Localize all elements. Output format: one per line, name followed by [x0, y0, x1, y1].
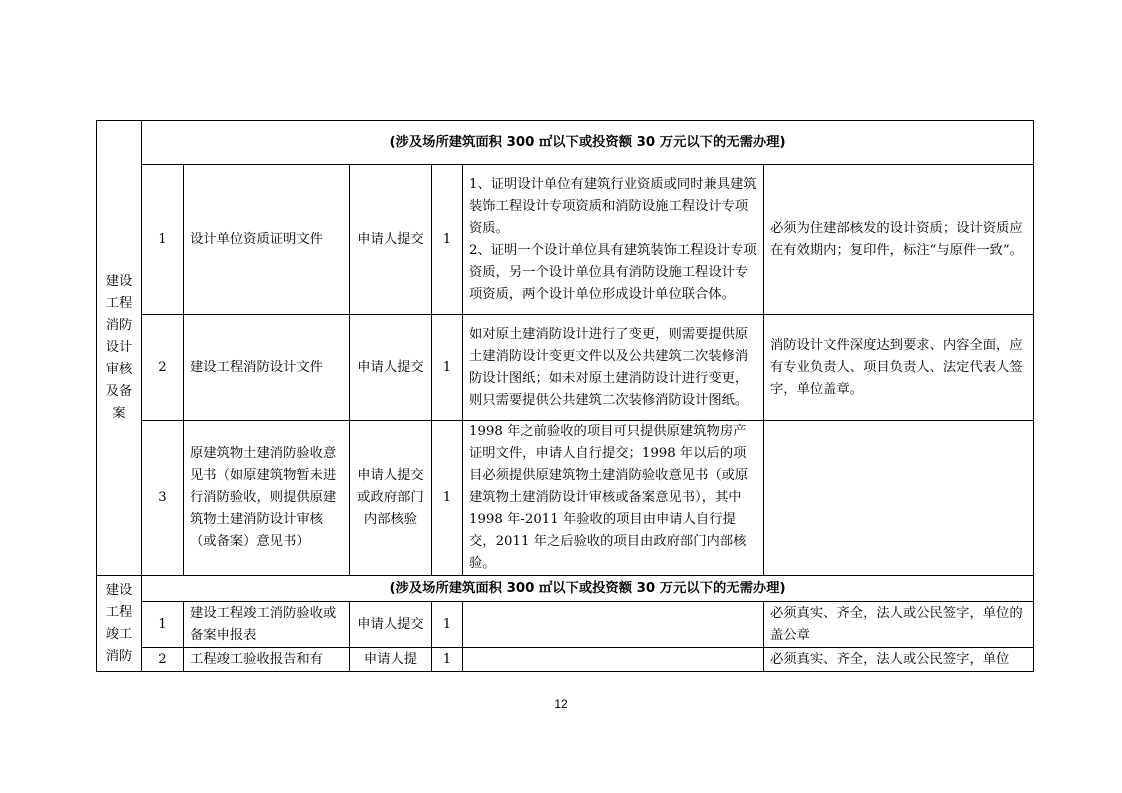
- category-label: 建设工程竣工消防: [105, 582, 133, 664]
- table-row: [97, 648, 1034, 672]
- material-source: 申请人提交: [350, 602, 432, 648]
- copies: 1: [432, 165, 463, 315]
- category-label: 建设工程消防设计审核及备案: [105, 274, 133, 421]
- material-source: 申请人提交: [350, 315, 432, 421]
- material-source: 申请人提交或政府部门内部核验: [350, 421, 432, 576]
- material-name: 设计单位资质证明文件: [184, 165, 350, 315]
- note-header: (涉及场所建筑面积 300 ㎡以下或投资额 30 万元以下的无需办理): [142, 576, 1034, 602]
- table-row: [97, 315, 1034, 421]
- copies: 1: [432, 315, 463, 421]
- material-name: 建设工程竣工消防验收或备案申报表: [184, 602, 350, 648]
- material-name: 工程竣工验收报告和有: [184, 648, 350, 672]
- material-source: 申请人提: [350, 648, 432, 672]
- copies: 1: [432, 602, 463, 648]
- category-cell: [97, 121, 142, 576]
- row-number: 2: [142, 648, 184, 672]
- requirements-table: [96, 120, 1034, 672]
- copies: 1: [432, 421, 463, 576]
- table-row: [97, 165, 1034, 315]
- remark: 消防设计文件深度达到要求、内容全面，应有专业负责人、项目负责人、法定代表人签字，单位盖章。: [764, 315, 1034, 421]
- table-row: [97, 602, 1034, 648]
- remark: 必须真实、齐全，法人或公民签字，单位的盖公章: [764, 602, 1034, 648]
- remark: 必须为住建部核发的设计资质；设计资质应在有效期内；复印件，标注“与原件一致”。: [764, 165, 1034, 315]
- table-row: [97, 421, 1034, 576]
- note-row: [97, 121, 1034, 165]
- row-number: 1: [142, 602, 184, 648]
- material-source: 申请人提交: [350, 165, 432, 315]
- note-row: [97, 576, 1034, 602]
- row-number: 3: [142, 421, 184, 576]
- copies: 1: [432, 648, 463, 672]
- category-cell: [97, 576, 142, 672]
- row-number: 1: [142, 165, 184, 315]
- material-name: 建设工程消防设计文件: [184, 315, 350, 421]
- requirement: 1、证明设计单位有建筑行业资质或同时兼具建筑装饰工程设计专项资质和消防设施工程设计专项资质。 2、证明一个设计单位具有建筑装饰工程设计专项资质，另一个设计单位具有消防设施工程设计专项资质，两个设计单位形成设计单位联合体。: [463, 165, 764, 315]
- requirement: 如对原土建消防设计进行了变更，则需要提供原土建消防设计变更文件以及公共建筑二次装修消防设计图纸；如未对原土建消防设计进行变更，则只需要提供公共建筑二次装修消防设计图纸。: [463, 315, 764, 421]
- page-number: 12: [554, 697, 568, 711]
- requirement: [463, 648, 764, 672]
- row-number: 2: [142, 315, 184, 421]
- remark: [764, 421, 1034, 576]
- note-header: (涉及场所建筑面积 300 ㎡以下或投资额 30 万元以下的无需办理): [142, 121, 1034, 165]
- remark: 必须真实、齐全，法人或公民签字，单位: [764, 648, 1034, 672]
- requirement: 1998 年之前验收的项目可只提供原建筑物房产证明文件，申请人自行提交；1998 年以后的项目必须提供原建筑物土建消防验收意见书（或原建筑物土建消防设计审核或备案意见书），其中 1998 年-2011 年验收的项目由申请人自行提交，2011 年之后验收的项目由政府部门内部核验。: [463, 421, 764, 576]
- material-name: 原建筑物土建消防验收意见书（如原建筑物暂未进行消防验收，则提供原建筑物土建消防设计审核（或备案）意见书）: [184, 421, 350, 576]
- requirement: [463, 602, 764, 648]
